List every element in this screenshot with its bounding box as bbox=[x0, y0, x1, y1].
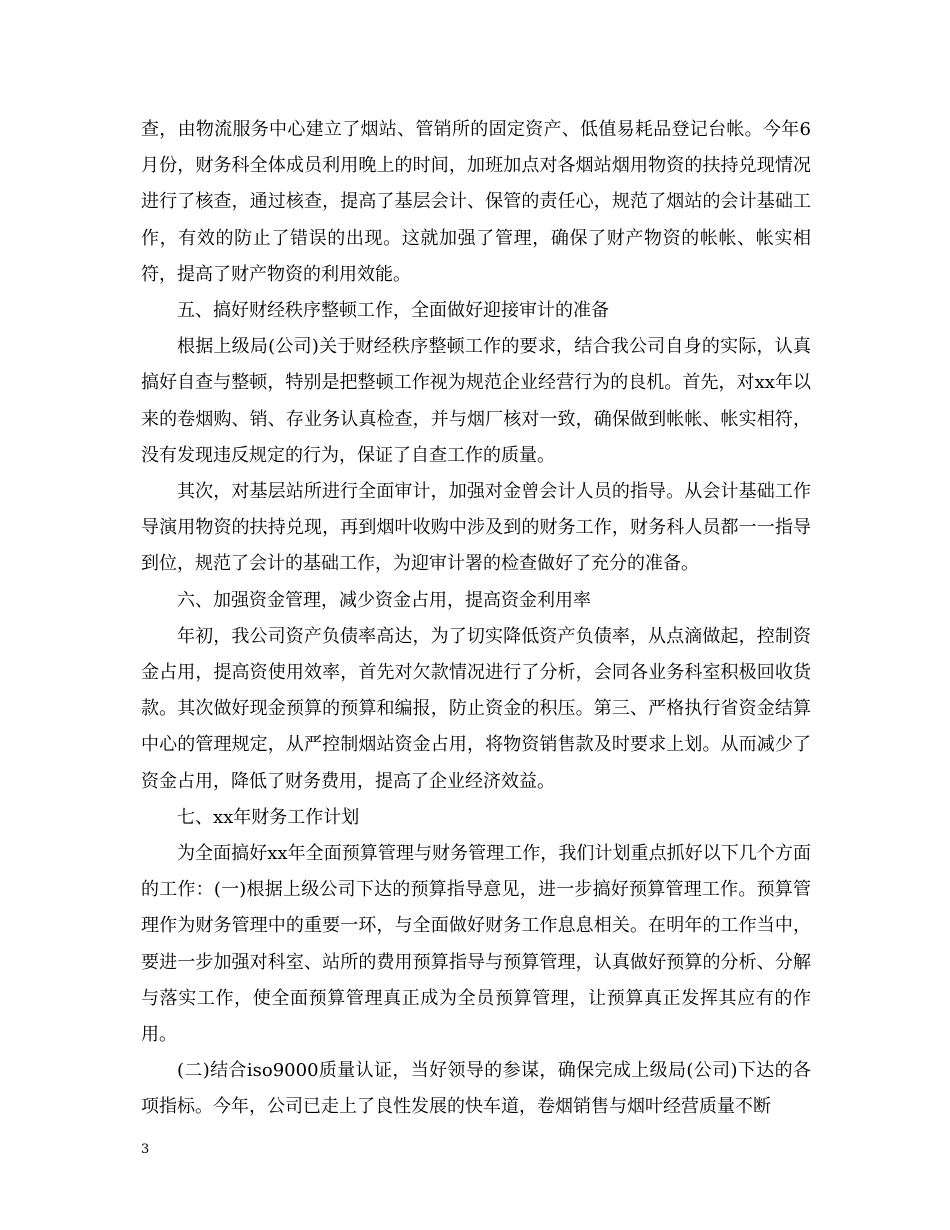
section-heading-7: 七、xx年财务工作计划 bbox=[177, 806, 360, 828]
paragraph-station-audit: 其次，对基层站所进行全面审计，加强对金曾会计人员的指导。从会计基础工作导演用物资的扶持兑现，再到烟叶收购中涉及到的财务工作，财务科人员都一一指导到位，规范了会计的基础工作，为迎审计署的检查做好了充分的准备。 bbox=[141, 481, 811, 575]
paragraph-budget-plan: 为全面搞好xx年全面预算管理与财务管理工作，我们计划重点抓好以下几个方面的工作：(一)根据上级公司下达的预算指导意见，进一步搞好预算管理工作。预算管理作为财务管理中的重要一环，与全面做好财务工作息息相关。在明年的工作当中，要进一步加强对科室、站所的费用预算指导与预算管理，认真做好预算的分析、分解与落实工作，使全面预算管理真正成为全员预算管理，让预算真正发挥其应有的作用。 bbox=[141, 843, 811, 1046]
paragraph-iso-certification: (二)结合iso9000质量认证，当好领导的参谋，确保完成上级局(公司)下达的各项指标。今年，公司已走上了良性发展的快车道，卷烟销售与烟叶经营质量不断 bbox=[141, 1060, 811, 1118]
page-number: 3 bbox=[141, 1142, 150, 1157]
paragraph-capital-management: 年初，我公司资产负债率高达，为了切实降低资产负债率，从点滴做起，控制资金占用，提高资使用效率，首先对欠款情况进行了分析，会同各业务科室积极回收货款。其次做好现金预算的预算和编报，防止资金的积压。第三、严格执行省资金结算中心的管理规定，从严控制烟站资金占用，将物资销售款及时要求上划。从而减少了资金占用，降低了财务费用，提高了企业经济效益。 bbox=[141, 625, 811, 792]
section-heading-6: 六、加强资金管理，减少资金占用，提高资金利用率 bbox=[177, 589, 591, 611]
paragraph-audit-prep: 根据上级局(公司)关于财经秩序整顿工作的要求，结合我公司自身的实际，认真搞好自查与整顿，特别是把整顿工作视为规范企业经营行为的良机。首先，对xx年以来的卷烟购、销、存业务认真检查，并与烟厂核对一致，确保做到帐帐、帐实相符，没有发现违反规定的行为，保证了自查工作的质量。 bbox=[141, 336, 811, 466]
paragraph-continuation: 查，由物流服务中心建立了烟站、管销所的固定资产、低值易耗品登记台帐。今年6月份，财务科全体成员利用晚上的时间，加班加点对各烟站烟用物资的扶持兑现情况进行了核查，通过核查，提高了基层会计、保管的责任心，规范了烟站的会计基础工作，有效的防止了错误的出现。这就加强了管理，确保了财产物资的帐帐、帐实相符，提高了财产物资的利用效能。 bbox=[141, 119, 811, 285]
section-heading-5: 五、搞好财经秩序整顿工作，全面做好迎接审计的准备 bbox=[177, 300, 609, 322]
document-body bbox=[141, 112, 811, 1126]
